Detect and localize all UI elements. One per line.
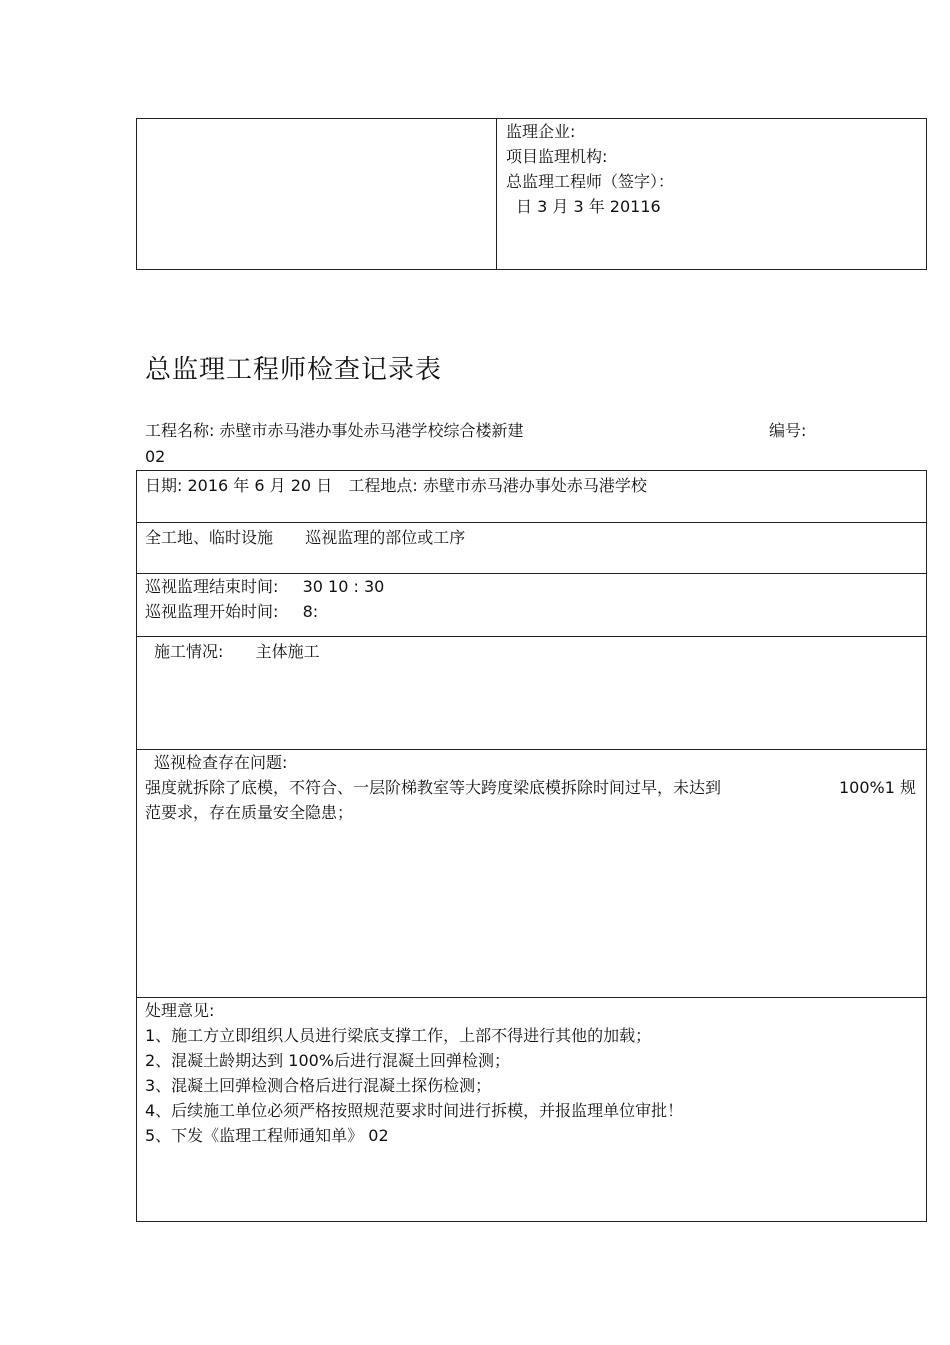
issues-label: 巡视检查存在问题: — [154, 753, 288, 772]
construction-value: 主体施工 — [255, 642, 320, 661]
location-value: 赤壁市赤马港办事处赤马港学校 — [422, 476, 647, 495]
date-label: 日期: — [145, 476, 183, 495]
end-time-line — [145, 576, 918, 601]
date-location-row — [137, 471, 926, 523]
location-label: 工程地点: — [348, 476, 418, 495]
project-name-label: 工程名称: — [145, 421, 215, 440]
opinion-item: 5、下发《监理工程师通知单》 02 — [145, 1126, 389, 1145]
issues-line-2: 范要求，存在质量安全隐患； — [145, 803, 354, 822]
construction-label: 施工情况: — [154, 642, 224, 661]
time-row — [137, 574, 926, 637]
end-time-value: 30 10 : 30 — [302, 577, 385, 596]
opinion-item: 3、混凝土回弹检测合格后进行混凝土探伤检测； — [145, 1076, 492, 1095]
area-row — [137, 523, 926, 574]
start-time-label: 巡视监理开始时间: — [145, 602, 279, 621]
start-time-line — [145, 601, 918, 626]
supervision-company-label: 监理企业: — [506, 122, 576, 141]
opinion-item: 4、后续施工单位必须严格按照规范要求时间进行拆模，并报监理单位审批！ — [145, 1101, 684, 1120]
record-table — [136, 470, 927, 1222]
opinion-label: 处理意见: — [145, 1001, 215, 1020]
area-cell — [145, 525, 918, 548]
start-time-value: 8: — [302, 602, 319, 621]
issues-cell — [145, 752, 918, 827]
issues-line-1 — [145, 777, 918, 802]
signature-text-group — [506, 121, 674, 221]
issues-line-1-tail: 100%1 规 — [839, 778, 917, 797]
opinion-cell — [145, 1000, 918, 1150]
construction-row — [137, 637, 926, 750]
opinion-row — [137, 998, 926, 1223]
opinion-item: 1、施工方立即组织人员进行梁底支撑工作，上部不得进行其他的加载； — [145, 1026, 652, 1045]
issues-line-1-text: 强度就拆除了底模，不符合、一层阶梯教室等大跨度梁底模拆除时间过早，未达到 — [145, 778, 722, 797]
construction-cell — [154, 639, 918, 662]
date-value: 2016 年 6 月 20 日 — [187, 476, 333, 495]
supervision-agency-label: 项目监理机构: — [506, 147, 608, 166]
signature-divider — [496, 119, 497, 269]
opinion-item: 2、混凝土龄期达到 100%后进行混凝土回弹检测； — [145, 1051, 511, 1070]
number-label: 编号: — [769, 421, 807, 440]
area-label: 巡视监理的部位或工序 — [305, 528, 466, 547]
project-name-value: 赤壁市赤马港办事处赤马港学校综合楼新建 — [219, 421, 524, 440]
page-title: 总监理工程师检查记录表 — [145, 355, 443, 385]
project-name-line — [145, 420, 524, 442]
time-cell — [145, 576, 918, 626]
end-time-label: 巡视监理结束时间: — [145, 577, 279, 596]
signature-date: 日 3 月 3 年 20116 — [516, 197, 661, 216]
number-value: 02 — [145, 447, 166, 466]
signature-block — [136, 118, 927, 270]
issues-row — [137, 750, 926, 998]
date-location-cell — [145, 473, 918, 496]
area-value: 全工地、临时设施 — [145, 528, 274, 547]
chief-engineer-signature-label: 总监理工程师（签字）： — [506, 172, 675, 191]
